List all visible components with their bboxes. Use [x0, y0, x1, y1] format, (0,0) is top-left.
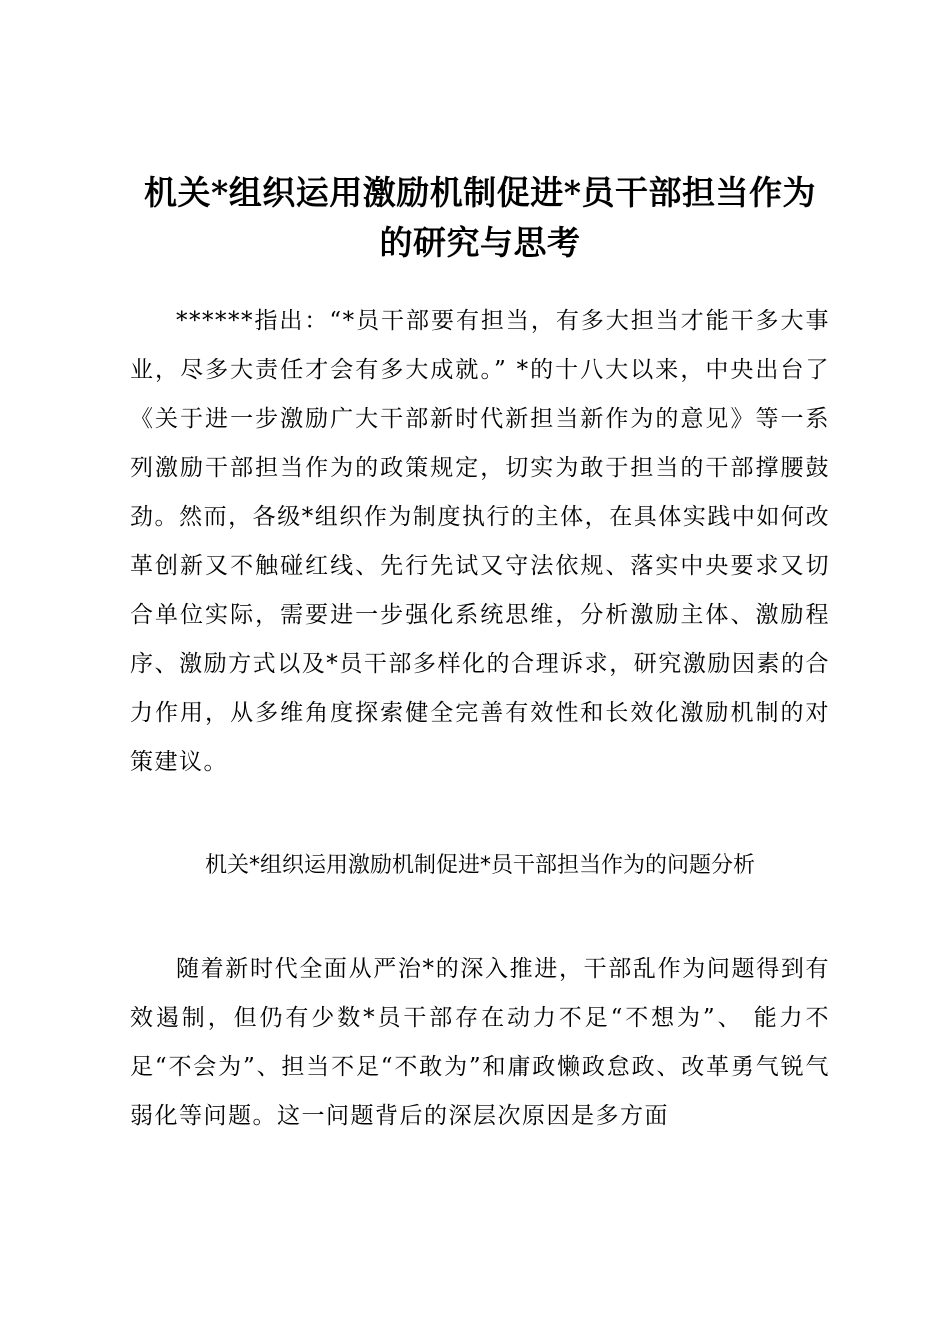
document-title	[110, 168, 850, 268]
intro-paragraph: ******指出：“*员干部要有担当，有多大担当才能干多大事业，尽多大责任才会有多大成就。” *的十八大以来，中央出台了《关于进一步激励广大干部新时代新担当新作为的意见》等一系列激励干部担当作为的政策规定，切实为敢于担当的干部撑腰鼓劲。然而，各级*组织作为制度执行的主体，在具体实践中如何改革创新又不触碰红线、先行先试又守法依规、落实中央要求又切合单位实际，需要进一步强化系统思维，分析激励主体、激励程序、激励方式以及*员干部多样化的合理诉求，研究激励因素的合力作用，从多维角度探索健全完善有效性和长效化激励机制的对策建议。	[130, 308, 830, 775]
section-heading: 机关*组织运用激励机制促进*员干部担当作为的问题分析	[204, 853, 755, 878]
body-paragraph: 随着新时代全面从严治*的深入推进，干部乱作为问题得到有效遏制，但仍有少数*员干部存在动力不足“不想为”、 能力不足“不会为”、担当不足“不敢为”和庸政懒政怠政、改革勇气锐气弱化等问题。这一问题背后的深层次原因是多方面	[130, 956, 830, 1129]
title-line-2: 的研究与思考	[379, 223, 581, 262]
title-line-1: 机关*组织运用激励机制促进*员干部担当作为	[143, 173, 816, 212]
